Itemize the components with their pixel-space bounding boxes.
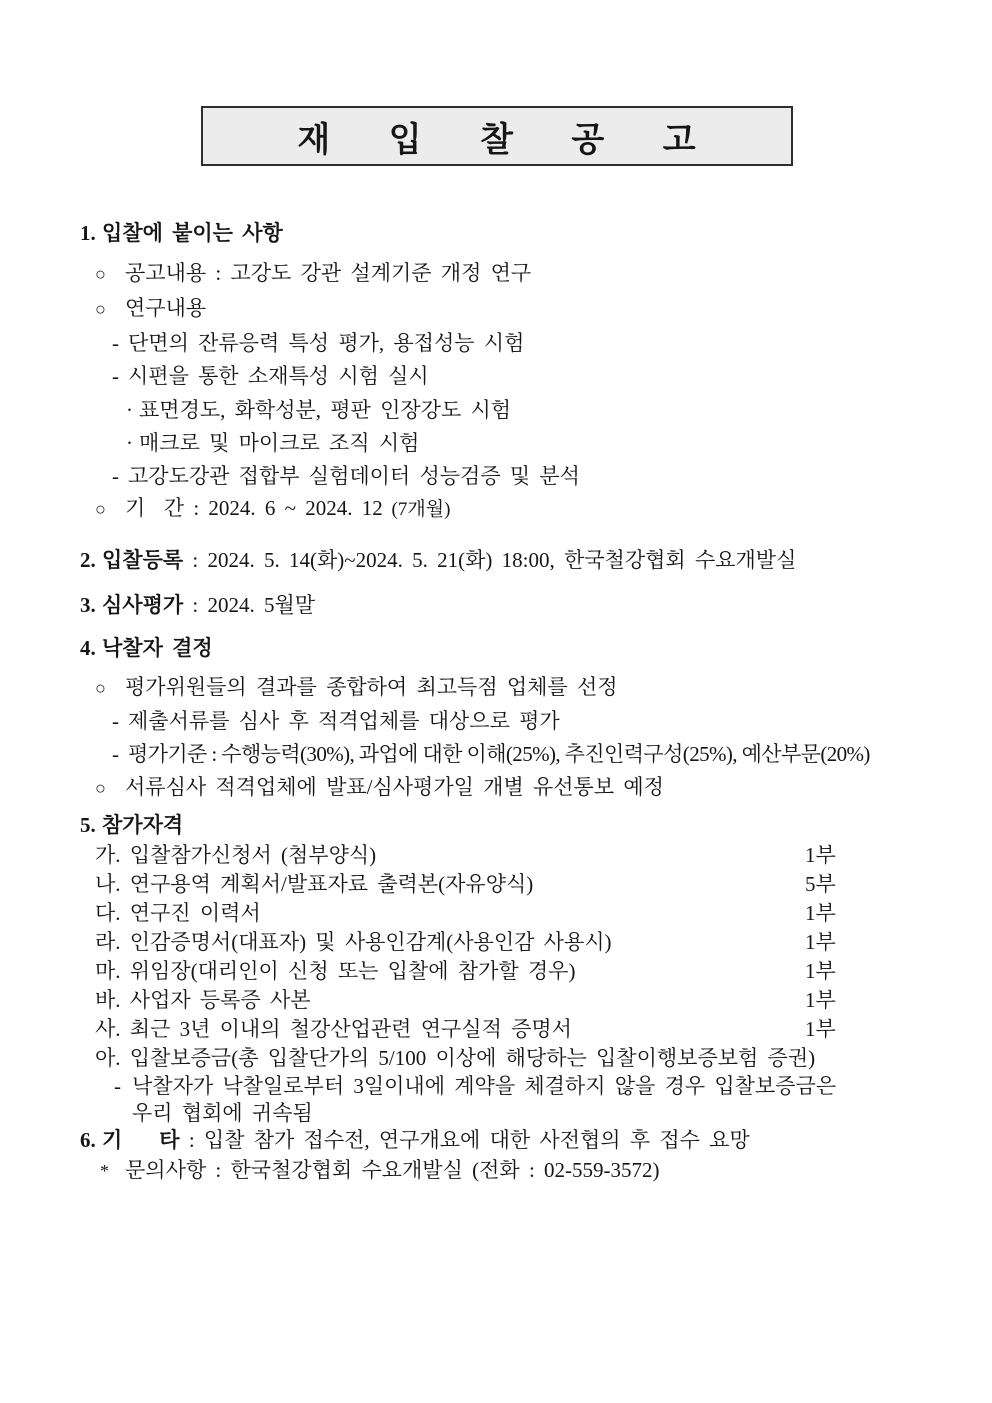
list-item: [112, 362, 992, 390]
requirement-row: [95, 841, 992, 869]
section-number: 3.: [80, 593, 96, 617]
copy-count: 1부: [805, 988, 836, 1012]
dot-bullet-icon: ·: [126, 398, 133, 422]
list-item-text: 평가위원들의 결과를 종합하여 최고득점 업체를 선정: [125, 675, 618, 699]
dash-bullet-icon: -: [112, 331, 119, 355]
section-2-heading: [80, 546, 992, 574]
section-text: : 2024. 5월말: [183, 593, 316, 617]
requirement-text: 라. 인감증명서(대표자) 및 사용인감계(사용인감 사용시): [95, 930, 612, 954]
section-1-heading: [80, 219, 992, 247]
dash-bullet-icon: -: [114, 1074, 121, 1098]
list-item-text: 기 간 : 2024. 6 ~ 2024. 12: [125, 496, 383, 520]
section-title: 심사평가: [102, 593, 184, 617]
section-title: 기 타: [102, 1128, 180, 1152]
circle-bullet-icon: ○: [95, 264, 106, 284]
section-number: 5.: [80, 813, 96, 837]
requirement-text: 마. 위임장(대리인이 신청 또는 입찰에 참가할 경우): [95, 959, 576, 983]
section-3-heading: [80, 591, 992, 619]
list-item-text: 서류심사 적격업체에 발표/심사평가일 개별 유선통보 예정: [125, 775, 664, 799]
list-item-text: 연구내용: [125, 296, 207, 320]
requirement-text: 바. 사업자 등록증 사본: [95, 988, 311, 1012]
dash-bullet-icon: -: [112, 364, 119, 388]
circle-bullet-icon: ○: [95, 678, 106, 698]
requirement-row: [95, 1044, 992, 1072]
list-item: [95, 773, 992, 802]
duration-note: (7개월): [382, 499, 451, 520]
contact-line: [100, 1156, 992, 1185]
dash-bullet-icon: -: [112, 742, 119, 766]
requirement-row: [95, 957, 992, 985]
requirement-row: [95, 928, 992, 956]
list-item-text: 표면경도, 화학성분, 평판 인장강도 시험: [139, 398, 512, 422]
copy-count: 1부: [805, 901, 836, 925]
circle-bullet-icon: ○: [95, 778, 106, 798]
list-item: [112, 707, 992, 735]
circle-bullet-icon: ○: [95, 299, 106, 319]
section-number: 4.: [80, 636, 96, 660]
list-item-text: 제출서류를 심사 후 적격업체를 대상으로 평가: [128, 709, 560, 733]
copy-count: 1부: [805, 930, 836, 954]
list-item: [126, 429, 992, 457]
list-item: [95, 494, 992, 524]
contact-text: 문의사항 : 한국철강협회 수요개발실 (전화 : 02-559-3572): [125, 1158, 660, 1182]
list-item-text: 시편을 통한 소재특성 시험 실시: [128, 364, 429, 388]
section-text: : 2024. 5. 14(화)~2024. 5. 21(화) 18:00, 한국철강협회 수요개발실: [183, 548, 797, 572]
section-number: 2.: [80, 548, 96, 572]
requirement-row: [95, 1015, 992, 1043]
section-title: 입찰에 붙이는 사항: [102, 221, 283, 245]
section-5-heading: [80, 811, 992, 839]
dot-bullet-icon: ·: [126, 431, 133, 455]
forfeit-note: [114, 1072, 992, 1100]
list-item-text: 공고내용 : 고강도 강관 설계기준 개정 연구: [125, 261, 532, 285]
requirement-text: 나. 연구용역 계획서/발표자료 출력본(자유양식): [95, 872, 534, 896]
page-title: 재 입 찰 공 고: [297, 121, 697, 159]
list-item: [126, 396, 992, 424]
copy-count: 5부: [805, 872, 836, 896]
copy-count: 1부: [805, 1017, 836, 1041]
dash-bullet-icon: -: [112, 709, 119, 733]
requirement-text: 사. 최근 3년 이내의 철강산업관련 연구실적 증명서: [95, 1017, 572, 1041]
list-item-text: 고강도강관 접합부 실험데이터 성능검증 및 분석: [128, 464, 580, 488]
list-item-text: 평가기준 : 수행능력(30%), 과업에 대한 이해(25%), 추진인력구성(25%), 예산부문(20%): [128, 742, 870, 766]
dash-bullet-icon: -: [112, 464, 119, 488]
copy-count: 1부: [805, 959, 836, 983]
section-text: : 입찰 참가 접수전, 연구개요에 대한 사전협의 후 접수 요망: [179, 1128, 750, 1152]
requirement-row: [95, 870, 992, 898]
circle-bullet-icon: ○: [95, 499, 106, 519]
list-item-text: 단면의 잔류응력 특성 평가, 용접성능 시험: [128, 331, 525, 355]
list-item: [112, 740, 992, 768]
forfeit-note-continuation: [132, 1099, 992, 1127]
section-6-heading: [80, 1126, 992, 1154]
list-item: [95, 259, 992, 288]
requirement-row: [95, 899, 992, 927]
requirement-text: 가. 입찰참가신청서 (첨부양식): [95, 843, 377, 867]
requirement-text: 아. 입찰보증금(총 입찰단가의 5/100 이상에 해당하는 입찰이행보증보험 증권): [95, 1046, 816, 1070]
section-number: 6.: [80, 1128, 96, 1152]
section-title: 낙찰자 결정: [102, 636, 213, 660]
section-title: 입찰등록: [102, 548, 184, 572]
list-item: [112, 329, 992, 357]
list-item: [95, 673, 992, 702]
title-box: [201, 106, 793, 166]
asterisk-icon: *: [100, 1161, 109, 1181]
forfeit-note-text: 낙찰자가 낙찰일로부터 3일이내에 계약을 체결하지 않을 경우 입찰보증금은: [132, 1074, 837, 1098]
forfeit-note-text: 우리 협회에 귀속됨: [132, 1101, 313, 1125]
copy-count: 1부: [805, 843, 836, 867]
section-number: 1.: [80, 221, 96, 245]
list-item: [95, 294, 992, 323]
requirement-text: 다. 연구진 이력서: [95, 901, 261, 925]
list-item-text: 매크로 및 마이크로 조직 시험: [139, 431, 420, 455]
list-item: [112, 462, 992, 490]
section-title: 참가자격: [102, 813, 184, 837]
section-4-heading: [80, 634, 992, 662]
requirement-row: [95, 986, 992, 1014]
